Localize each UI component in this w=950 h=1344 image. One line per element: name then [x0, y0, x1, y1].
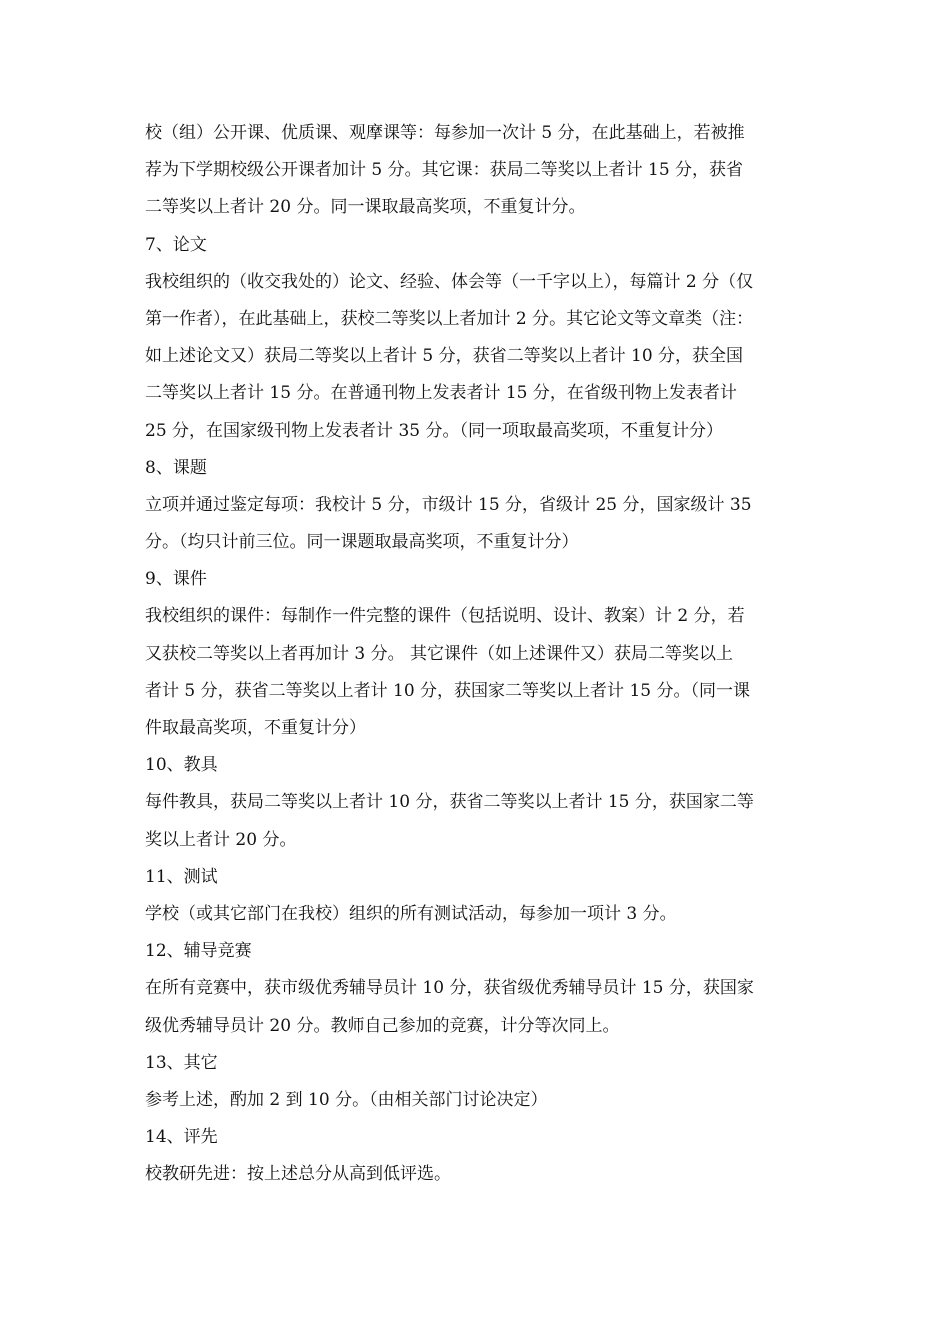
text-line: 参考上述，酌加 2 到 10 分。（由相关部门讨论决定） — [145, 1089, 548, 1110]
paragraph — [145, 896, 810, 933]
paragraph — [145, 970, 810, 1044]
text-line: 12、辅导竞赛 — [145, 941, 252, 962]
section-heading — [145, 859, 810, 896]
text-line: 分。（均只计前三位。同一课题取最高奖项，不重复计分） — [145, 532, 579, 553]
text-line: 校教研先进：按上述总分从高到低评选。 — [145, 1164, 451, 1185]
paragraph — [145, 487, 810, 561]
text-line: 14、评先 — [145, 1127, 218, 1148]
section-heading — [145, 1045, 810, 1082]
paragraph — [145, 264, 810, 450]
document-body — [145, 115, 810, 1193]
paragraph — [145, 598, 810, 747]
text-line: 8、课题 — [145, 457, 207, 478]
text-line: 二等奖以上者计 20 分。同一课取最高奖项，不重复计分。 — [145, 197, 586, 218]
text-line: 级优秀辅导员计 20 分。教师自己参加的竞赛，计分等次同上。 — [145, 1015, 620, 1036]
text-line: 奖以上者计 20 分。 — [145, 829, 297, 850]
section-heading — [145, 450, 810, 487]
text-line: 件取最高奖项，不重复计分） — [145, 718, 366, 738]
text-line: 立项并通过鉴定每项：我校计 5 分，市级计 15 分，省级计 25 分，国家级计 35 — [145, 494, 752, 515]
paragraph — [145, 1156, 810, 1193]
text-line: 11、测试 — [145, 866, 218, 887]
paragraph — [145, 1082, 810, 1119]
text-line: 7、论文 — [145, 234, 207, 255]
text-line: 如上述论文又）获局二等奖以上者计 5 分，获省二等奖以上者计 10 分，获全国 — [145, 346, 744, 367]
text-line: 10、教具 — [145, 755, 218, 776]
text-line: 13、其它 — [145, 1052, 218, 1073]
text-line: 在所有竞赛中，获市级优秀辅导员计 10 分，获省级优秀辅导员计 15 分，获国家 — [145, 978, 754, 999]
paragraph — [145, 115, 810, 227]
text-line: 二等奖以上者计 15 分。在普通刊物上发表者计 15 分，在省级刊物上发表者计 — [145, 383, 737, 404]
text-line: 我校组织的课件：每制作一件完整的课件（包括说明、设计、教案）计 2 分，若 — [145, 606, 745, 627]
text-line: 校（组）公开课、优质课、观摩课等：每参加一次计 5 分，在此基础上，若被推 — [145, 123, 745, 143]
section-heading — [145, 747, 810, 784]
text-line: 9、课件 — [145, 569, 207, 590]
text-line: 25 分，在国家级刊物上发表者计 35 分。（同一项取最高奖项，不重复计分） — [145, 420, 723, 441]
text-line: 每件教具，获局二等奖以上者计 10 分，获省二等奖以上者计 15 分，获国家二等 — [145, 792, 754, 813]
section-heading — [145, 561, 810, 598]
text-line: 我校组织的（收交我处的）论文、经验、体会等（一千字以上），每篇计 2 分（仅 — [145, 271, 754, 292]
paragraph — [145, 784, 810, 858]
section-heading — [145, 933, 810, 970]
section-heading — [145, 227, 810, 264]
text-line: 第一作者），在此基础上，获校二等奖以上者加计 2 分。其它论文等文章类（注： — [145, 308, 754, 329]
section-heading — [145, 1119, 810, 1156]
text-line: 又获校二等奖以上者再加计 3 分。 其它课件（如上述课件又）获局二等奖以上 — [145, 643, 734, 664]
text-line: 荐为下学期校级公开课者加计 5 分。其它课：获局二等奖以上者计 15 分，获省 — [145, 160, 744, 181]
text-line: 学校（或其它部门在我校）组织的所有测试活动，每参加一项计 3 分。 — [145, 903, 677, 924]
text-line: 者计 5 分，获省二等奖以上者计 10 分，获国家二等奖以上者计 15 分。（同一课 — [145, 680, 751, 701]
